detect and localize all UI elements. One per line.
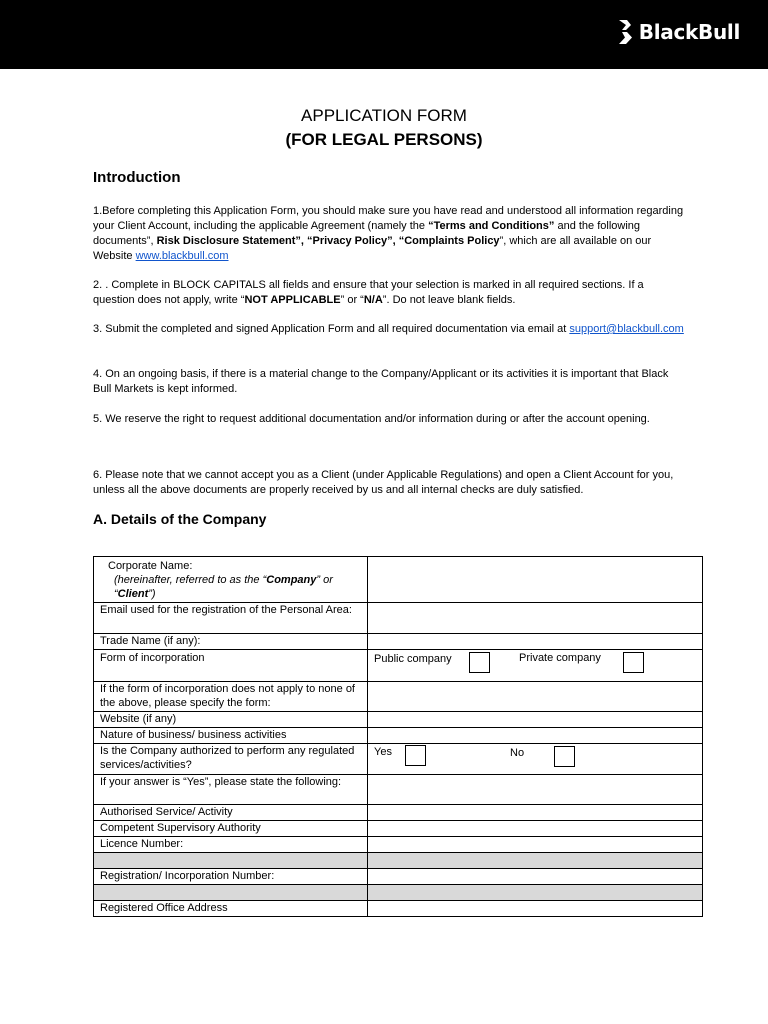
support-email-link[interactable]: support@blackbull.com [569,323,684,335]
email-label: Email used for the registration of the Personal Area: [94,603,368,634]
public-company-checkbox[interactable] [469,652,490,673]
website-label: Website (if any) [94,712,368,728]
page-subtitle: (FOR LEGAL PERSONS) [285,130,483,149]
authorized-label: Is the Company authorized to perform any regulated services/activities? [94,744,368,775]
introduction-heading: Introduction [93,169,181,186]
company-details-table [93,556,703,917]
table-row [94,805,703,821]
email-field[interactable] [368,603,703,634]
table-row [94,634,703,650]
yes-label: Yes [374,746,392,758]
no-label: No [510,747,525,759]
yes-checkbox[interactable] [405,745,426,766]
form-other-label: If the form of incorporation does not apply to none of the above, please specify the form: [94,682,368,712]
authorised-service-label: Authorised Service/ Activity [94,805,368,821]
form-of-incorporation-label: Form of incorporation [94,650,368,682]
registered-office-label: Registered Office Address [94,901,368,917]
corporate-name-field[interactable] [368,557,703,603]
blackbull-logo-icon [617,20,633,44]
private-company-label: Private company [519,652,601,664]
registration-number-label: Registration/ Incorporation Number: [94,869,368,885]
trade-name-label: Trade Name (if any): [94,634,368,650]
corporate-name-label: Corporate Name: (hereinafter, referred to as the “Company” or “Client”) [94,557,368,603]
intro-paragraph-1: 1.Before completing this Application Form, you should make sure you have read and understood all information regarding your Client Account, including the applicable Agreement (namely the “Terms and Conditions” and the following documents”, Risk Disclosure Statement”, “Privacy Policy”, “Complaints Policy”, which are all available on our Website www.blackbull.com [93,205,684,262]
licence-number-label: Licence Number: [94,837,368,853]
table-row [94,821,703,837]
section-a-heading: A. Details of the Company [93,511,267,527]
shaded-separator-row [94,853,703,869]
website-link[interactable]: www.blackbull.com [135,250,229,262]
table-row [94,728,703,744]
registration-number-field[interactable] [368,869,703,885]
table-row [94,837,703,853]
public-company-label: Public company [374,653,452,665]
supervisory-authority-label: Competent Supervisory Authority [94,821,368,837]
no-checkbox[interactable] [554,746,575,767]
licence-number-field[interactable] [368,837,703,853]
page-title: APPLICATION FORM [301,106,467,125]
nature-field[interactable] [368,728,703,744]
table-row [94,869,703,885]
shaded-separator-row [94,885,703,901]
form-other-field[interactable] [368,682,703,712]
header-bar [0,0,768,69]
brand-name: BlackBull [638,20,740,44]
table-row [94,775,703,805]
if-yes-field[interactable] [368,775,703,805]
if-yes-label: If your answer is “Yes”, please state the following: [94,775,368,805]
table-row [94,712,703,728]
nature-label: Nature of business/ business activities [94,728,368,744]
table-row [94,901,703,917]
table-row [94,744,703,775]
table-row [94,603,703,634]
authorized-options [368,744,703,775]
intro-paragraph-5: 5. We reserve the right to request additional documentation and/or information during or after the account opening. [93,413,650,425]
table-row [94,682,703,712]
intro-paragraph-3: 3. Submit the completed and signed Application Form and all required documentation via email at support@blackbull.com [93,323,684,335]
trade-name-field[interactable] [368,634,703,650]
brand-logo [617,20,740,44]
intro-paragraph-6: 6. Please note that we cannot accept you as a Client (under Applicable Regulations) and open a Client Account for you, unless all the above documents are properly received by us and all internal checks are duly satisfied. [93,469,674,496]
form-of-incorporation-options [368,650,703,682]
intro-paragraph-4: 4. On an ongoing basis, if there is a material change to the Company/Applicant or its activities it is important that Black Bull Markets is kept informed. [93,368,669,395]
table-row [94,650,703,682]
website-field[interactable] [368,712,703,728]
table-row [94,557,703,603]
registered-office-field[interactable] [368,901,703,917]
intro-paragraph-2: 2. . Complete in BLOCK CAPITALS all fields and ensure that your selection is marked in all required sections. If a question does not apply, write “NOT APPLICABLE” or “N/A”. Do not leave blank fields. [93,279,644,306]
private-company-checkbox[interactable] [623,652,644,673]
supervisory-authority-field[interactable] [368,821,703,837]
authorised-service-field[interactable] [368,805,703,821]
